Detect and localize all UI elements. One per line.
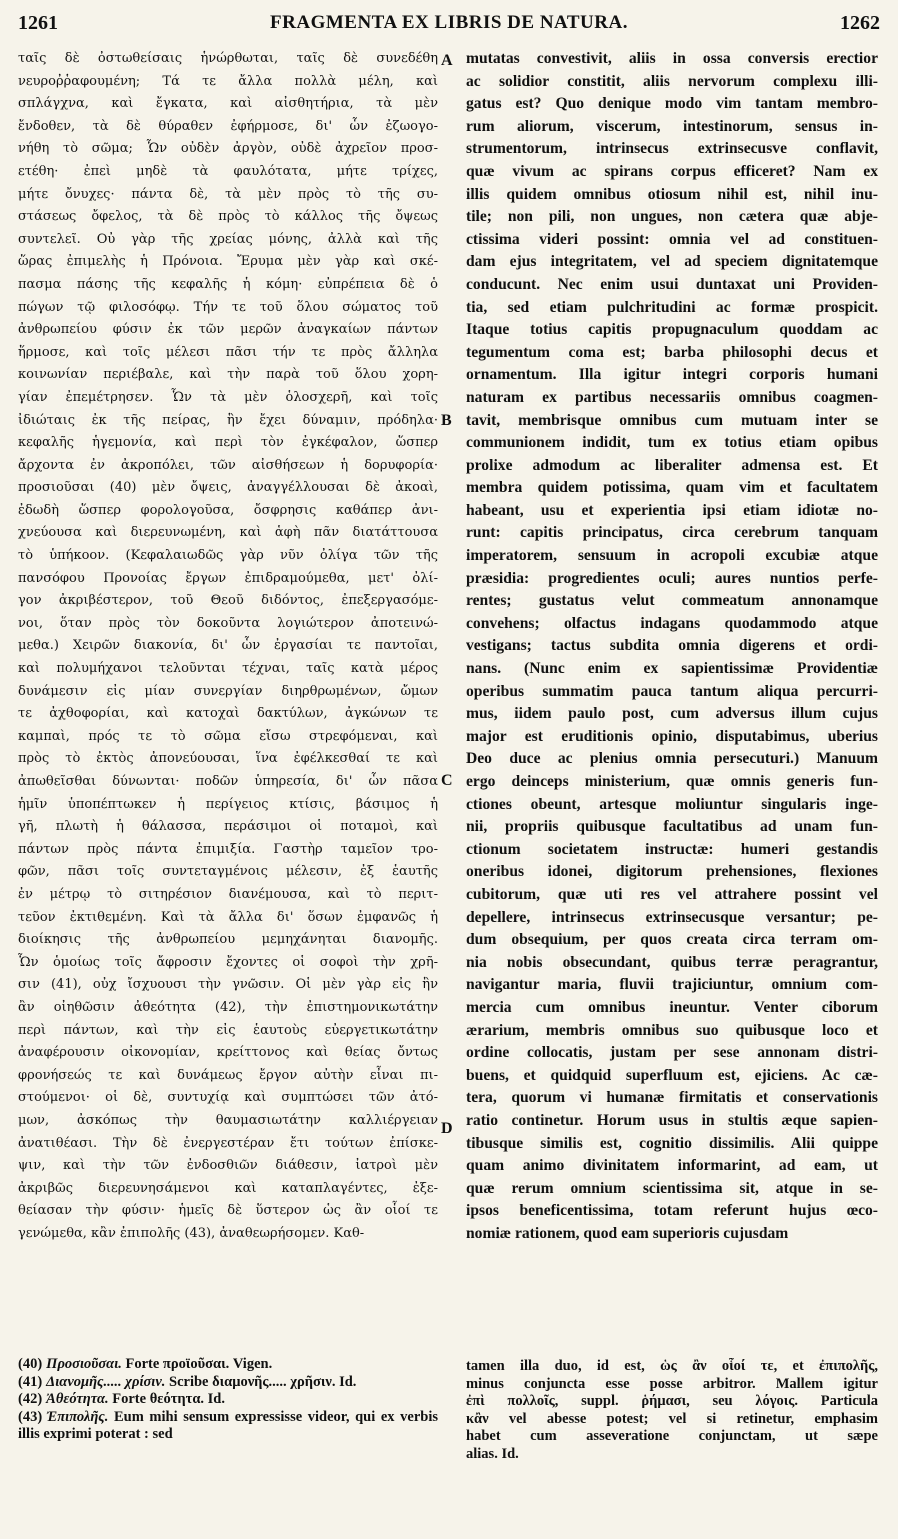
greek-text-line: θείασαν τὴν φύσιν· ἡμεῖς δὲ ὕστερον ὡς ἂν οἷοί τε: [18, 1203, 438, 1219]
footnote-number: (42): [18, 1391, 43, 1407]
footnote-lemma: Προσιοῦσαι.: [46, 1356, 122, 1372]
latin-text-line: tera, quorum vi humanæ firmitatis et conservationis: [466, 1089, 878, 1107]
greek-text-line: καμπαὶ, πρός τε τὸ σῶμα εἴσω στρεφόμεναι, καὶ: [18, 728, 438, 744]
footnote-continuation-line: tamen illa duo, id est, ὡς ἂν οἷοί τε, et ἐπιπολῆς,: [466, 1358, 878, 1374]
greek-text-line: μεθα.) Χειρῶν διακονία, δι' ὧν ἐργασίαι τε παντοῖαι,: [18, 638, 438, 654]
greek-text-line: τε ἀχθοφορίαι, καὶ κατοχαὶ δακτύλων, ἀγκώνων τε: [18, 706, 438, 722]
latin-text-line: naturam ex partibus necessariis omnibus coagmen-: [466, 388, 878, 406]
latin-text-line: buens, et quidquid superfluum est, ejiciens. Ac cæ-: [466, 1066, 878, 1084]
greek-text-line: γῆ, πλωτὴ ἡ θάλασσα, περάσιμοι οἱ ποταμοὶ, καὶ: [18, 819, 438, 835]
latin-text-line: rentes; gustatus velut commeatum annonamque: [466, 592, 878, 610]
greek-text-line: πώγων τῷ φιλοσόφῳ. Τήν τε τοῦ ὅλου σώματος τοῦ: [18, 299, 438, 315]
greek-text-line: ταῖς δὲ ὀστωθείσαις ἡνώρθωται, ταῖς δὲ συνεδέθη: [18, 51, 438, 66]
latin-text-line: tibusque similis est, cognitio dissimilis. Alii quippe: [466, 1134, 878, 1152]
latin-text-line: quæ rerum omnium scientissima sit, atque in se-: [466, 1179, 878, 1197]
latin-text-line: nii, propriis quibusque facultatibus ad unam fun-: [466, 818, 878, 836]
latin-text-line: ctissima videri possint: omnia vel ad constituen-: [466, 230, 878, 248]
greek-text-line: ψιν, καὶ τὴν τῶν ἐνδοσθιῶν διάθεσιν, ἰατροὶ μὲν: [18, 1158, 438, 1174]
margin-letter-a: A: [441, 52, 453, 69]
greek-text-line: ἰδιώταις ἐκ τῆς πείρας, ἣν ἔχει δύναμιν, πρόδηλα·: [18, 412, 438, 428]
latin-text-line: quæ vivum ac spirans corpus efficeret? Nam ex: [466, 162, 878, 180]
greek-text-line: φῶν, πᾶσι τοῖς συντεταγμένοις μέλεσιν, ἐξ ἑαυτῆς: [18, 864, 438, 880]
greek-text-line: ἐδωδὴ ὥσπερ φορολογοῦσα, ὄσφρησις καθάπερ ἀνι-: [18, 502, 438, 518]
latin-text-line: conducunt. Nec enim usui duntaxat uni Providen-: [466, 275, 878, 293]
latin-text-line: mercia cum omnibus ineuntur. Venter ciborum: [466, 998, 878, 1016]
greek-text-line: νευροῤῥαφουμένη; Τά τε ἄλλα πολλὰ μέλη, καὶ: [18, 73, 438, 89]
greek-text-line: περὶ πάντων, καὶ τὴν εἰς ἑαυτοὺς εὐεργετικωτάτην: [18, 1022, 438, 1038]
latin-text-line: runt: capitis principatus, circa cerebrum tanquam: [466, 524, 878, 542]
footnote: [18, 1356, 438, 1374]
greek-text-line: ἂν οἰηθῶσιν ἀθεότητα (42), τὴν ἐπιστημονικωτάτην: [18, 999, 438, 1015]
latin-text-line: navigantur maria, fluvii trajiciuntur, omnium com-: [466, 976, 878, 994]
greek-text-line: δυνάμεσιν εἰς μίαν συνεργίαν διηρθρωμένων, ὤμων: [18, 683, 438, 699]
latin-text-line: Deo duce ac plenius omnia persecuturi.) Manuum: [466, 750, 878, 768]
greek-text-line: μήτε ὄνυχες· πάντα δὲ, τὰ μὲν πρὸς τὸ τῆς συ-: [18, 186, 438, 202]
footnote-text: Scribe διαμονῆς..... χρῆσιν. Id.: [169, 1373, 357, 1390]
latin-text-line: Itaque totius capitis propugnaculum quoddam ac: [466, 321, 878, 339]
latin-text-line: tile; non pili, non ungues, non cætera quæ abje-: [466, 208, 878, 226]
greek-text-line: συντελεῖ. Οὐ γὰρ τῆς χρείας μόνης, ἀλλὰ καὶ τῆς: [18, 231, 438, 247]
latin-text-line: ctionum societatem instructæ: humeri gestandis: [466, 840, 878, 858]
left-page-number: 1261: [18, 12, 58, 34]
latin-text-line: ergo deinceps ministerium, quæ omnis generis fun-: [466, 773, 878, 790]
latin-text-line: oneribus idonei, digitorum prehensiones, flexiones: [466, 863, 878, 881]
footnotes: [18, 1356, 438, 1444]
latin-text-line: gatus est? Quo denique modo vim tantam membro-: [466, 95, 878, 113]
footnote-continuation-line: κἂν vel abesse potest; vel si retinetur, emphasim: [466, 1410, 878, 1427]
greek-text-line: στάσεως ὄφελος, τὰ δὲ πρὸς τὸ κάλλος τῆς ὄψεως: [18, 209, 438, 225]
margin-letter-b: B: [441, 412, 452, 429]
margin-letter-d: D: [441, 1120, 453, 1137]
greek-text-line: νοι, ὅταν πρὸς τὸν δοκοῦντα λογιώτερον ἀποτεινώ-: [18, 615, 438, 631]
greek-text-line: γίαν ἐπεμέτρησεν. Ὧν τὰ μὲν ὁλοσχερῆ, καὶ τοῖς: [18, 389, 438, 405]
greek-text-line: ἀνατιθέασι. Τὴν δὲ ἐνεργεστέραν ἔτι τούτων ἐπίσκε-: [18, 1135, 438, 1151]
latin-text-line: quam animo divinitatem informarint, ad eam, ut: [466, 1157, 878, 1175]
latin-text-line: mus, iidem paulo post, cum adversus illum cujus: [466, 705, 878, 723]
latin-text-line: habeant, usu et experientia ipsi etiam idiotæ no-: [466, 501, 878, 519]
greek-text-line: πασμα πάσης τῆς κεφαλῆς ἡ κόμη· εὐπρέπεια δὲ ὁ: [18, 276, 438, 292]
greek-text-column: [18, 48, 438, 1245]
footnote: [18, 1391, 438, 1409]
footnote-continuation-line: minus conjuncta esse posse arbitror. Mallem igitur: [466, 1375, 878, 1392]
latin-text-line: membra quidem potissima, quam vim et facultatem: [466, 479, 878, 497]
latin-text-line: convehens; olfactus indagans quodammodo atque: [466, 614, 878, 632]
greek-text-line: ἡμῖν ὑποπέπτωκεν ἡ περίγειος κτίσις, βάσιμος ἡ: [18, 796, 438, 812]
greek-text-line: ὥρας ἐπιμελὴς ἡ Πρόνοια. Ἔρυμα μὲν γὰρ καὶ σκέ-: [18, 254, 438, 270]
latin-text-line: nans. (Nunc enim ex sapientissimæ Providentiæ: [466, 660, 878, 678]
latin-text-line: depellere, intrinsecus extrinsecusque versantur; pe-: [466, 908, 878, 926]
latin-text-line: præsidia: progredientes oculi; aures nuntios perfe-: [466, 569, 878, 587]
greek-text-line: διοίκησις τῆς ἀνθρωπείου μεμηχάνηται διανομῆς.: [18, 932, 438, 948]
latin-text-line: ctiones obeunt, artesque moliuntur singularis inge-: [466, 795, 878, 813]
greek-text-line: στούμενοι· οἱ δὲ, συντυχίᾳ καὶ συμπτώσει τῶν ἀτό-: [18, 1090, 438, 1106]
greek-text-line: μων, ἀσκόπως τὴν θαυμασιωτάτην καλλιέργειαν: [18, 1112, 438, 1128]
footnote-lemma: Ἀθεότητα.: [46, 1391, 109, 1407]
footnote-continuation-line: ἐπὶ πολλοῖς, suppl. ῥήμασι, seu λόγοις. Particula: [466, 1393, 878, 1410]
greek-text-line: Ὧν ὁμοίως τοῖς ἄφροσιν ἔχοντες οἱ σοφοὶ τὴν χρῆ-: [18, 954, 438, 970]
greek-text-line: ἀκριβῶς διερευνησάμενοι καὶ καταπλαγέντες, ἐξε-: [18, 1180, 438, 1196]
greek-text-line: πρὸς τὸ ἐκτὸς ἀπονεύουσαι, ἵνα ἐφέλκεσθαί τε καὶ: [18, 751, 438, 767]
greek-text-line: κοινωνίαν περιέβαλε, καὶ τὴν παρὰ τοῦ ὅλου χορη-: [18, 367, 438, 383]
latin-text-line: dam ejus integritatem, vel ad speciem dignitatemque: [466, 253, 878, 271]
margin-letter-c: C: [441, 772, 453, 789]
footnote-number: (43): [18, 1408, 43, 1425]
footnote-continuation-line: alias. Id.: [466, 1445, 519, 1462]
footnote-number: (40): [18, 1356, 43, 1372]
greek-text-line: ἔνδοθεν, τὰ δὲ θύραθεν ἐφήρμοσε, δι' ὧν ἐζωογο-: [18, 118, 438, 134]
greek-text-line: κεφαλῆς ἡγεμονία, καὶ περὶ τὸν ἐγκέφαλον, ὥσπερ: [18, 435, 438, 451]
latin-text-line: imperatorem, sensuum in acropoli excubiæ atque: [466, 547, 878, 565]
footnote-text: Eum mihi sensum expressisse videor, qui ex verbis illis exprimi poterat : sed: [18, 1408, 439, 1442]
latin-text-line: nomiæ rationem, quod eam superioris cujusdam: [466, 1224, 789, 1242]
greek-text-line: ετέθη· ἐπεὶ μηδὲ τὰ φαυλότατα, μήτε τρίχες,: [18, 163, 438, 179]
latin-text-line: tegumentum coma est; barba philosophi decus et: [466, 343, 878, 361]
footnote-text: Forte θεότητα. Id.: [112, 1391, 225, 1407]
latin-text-line: ratio continetur. Horum usus in stultis æque sapien-: [466, 1111, 878, 1129]
latin-text-line: cubitorum, quæ uti res vel attrahere possint vel: [466, 885, 878, 903]
latin-text-line: vestigans; tactus subdita omnia digerens et ordi-: [466, 637, 878, 655]
latin-text-line: ipsos beneficentissima, totam referunt hujus œco-: [466, 1202, 878, 1220]
latin-text-line: prolixe admodum ac liberaliter admensa est. Et: [466, 456, 878, 474]
greek-text-line: φρονήσεώς τε καὶ δυνάμεως ἔργον αὐτὴν εἶναι πι-: [18, 1067, 438, 1083]
running-title: FRAGMENTA EX LIBRIS DE NATURA.: [270, 12, 628, 33]
footnote-continuation: [466, 1358, 878, 1464]
footnote: [18, 1374, 438, 1392]
greek-text-line: τὸ ὑπήκοον. (Κεφαλαιωδῶς γὰρ νῦν ὀλίγα τῶν τῆς: [18, 548, 438, 564]
latin-text-line: major est eruditionis opinio, disputabimus, uberius: [466, 727, 878, 745]
latin-text-line: tavit, membrisque omnibus cum mutuam inter se: [466, 411, 878, 429]
footnote-lemma: Ἐπιπολῆς.: [46, 1408, 109, 1425]
greek-text-line: πανσόφου Προνοίας ἔργων ἐπιδραμούμεθα, μετ' ὀλί-: [18, 570, 438, 586]
latin-text-line: ornamentum. Illa igitur integri corporis humani: [466, 366, 878, 384]
greek-text-line: ἐν μέτρῳ τὸ σιτηρέσιον διανέμουσα, καὶ τὸ περιτ-: [18, 886, 438, 902]
greek-text-line: ἄρχοντα ἐν ἀκροπόλει, τῶν αἰσθήσεων ἡ δορυφορία·: [18, 457, 438, 473]
latin-text-line: ordine collocatis, justam per sese annonam distri-: [466, 1044, 878, 1062]
greek-text-line: γενώμεθα, κἂν ἐπιπολῆς (43), ἀναθεωρήσομεν. Καθ-: [18, 1225, 365, 1241]
greek-text-line: καὶ πολυμήχανοι τελοῦνται τέχναι, ταῖς κατὰ μέρος: [18, 661, 438, 677]
greek-text-line: τεῦον ἐκτιθεμένη. Καὶ τὰ ἄλλα δι' ὅσων ἐμφανῶς ἡ: [18, 909, 438, 925]
footnote-lemma: Διανομῆς..... χρίσιν.: [46, 1373, 166, 1390]
page-header: [18, 12, 880, 42]
footnote-number: (41): [18, 1373, 43, 1390]
footnote: [18, 1409, 438, 1444]
latin-text-line: communionem indidit, tum ex totius etiam opibus: [466, 434, 878, 452]
latin-text-line: illis quidem omnibus otiosum nihil est, nihil inu-: [466, 185, 878, 203]
greek-text-line: ἀναφέρουσιν οἰκονομίαν, κρείττονος καὶ θείας ὄντως: [18, 1045, 438, 1061]
latin-text-line: mutatas convestivit, aliis in ossa conversis erectior: [466, 50, 878, 67]
footnote-continuation-line: habet cum asseveratione conjunctam, ut sæpe: [466, 1428, 878, 1445]
right-page-number: 1262: [840, 12, 880, 34]
greek-text-line: πάντων πρὸς πάντα ἐπιμιξία. Γαστὴρ ταμεῖον τρο-: [18, 841, 438, 857]
latin-text-line: dum obsequium, per quos creata circa terram om-: [466, 931, 878, 949]
greek-text-line: σιν (41), οὐχ ἴσχυουσι τὴν γνῶσιν. Οἱ μὲν γὰρ εἰς ἣν: [18, 977, 438, 993]
greek-text-line: νήθη τὸ σῶμα; Ὧν οὐδὲν ἀργὸν, οὐδὲ ἀχρεῖον προσ-: [18, 141, 438, 157]
greek-text-line: ἀνθρωπείου φύσιν ἐκ τῶν μερῶν ἀναγκαίων πάντων: [18, 322, 438, 338]
greek-text-line: προσιοῦσαι (40) μὲν ὄψεις, ἀναγγέλλουσαι δὲ ἀκοαὶ,: [18, 480, 438, 496]
footnote-text: Forte προϊοῦσαι. Vigen.: [125, 1356, 273, 1372]
latin-text-line: tia, sed etiam pulchritudini ac formæ prospicit.: [466, 298, 878, 316]
latin-text-column: [466, 48, 878, 1245]
greek-text-line: ἥρμοσε, καὶ τοῖς μέλεσι πᾶσι τήν τε πρὸς ἄλληλα: [18, 344, 438, 360]
latin-text-line: operibus summatim pauca tantum aliqua percurri-: [466, 682, 878, 700]
latin-text-line: strumentorum, intrinsecus extrinsecusve conflavit,: [466, 140, 878, 158]
greek-text-line: ἀπωθεῖσθαι δύνωνται· ποδῶν ὑπηρεσία, δι' ὧν πᾶσα: [18, 774, 438, 789]
latin-text-line: rum aliorum, viscerum, intestinorum, sensus in-: [466, 117, 878, 135]
latin-text-line: ac solidior constitit, aliis nervorum complexu illi-: [466, 72, 878, 90]
latin-text-line: ærarium, membris omnibus suo quibusque loco et: [466, 1021, 878, 1039]
greek-text-line: χνεύουσα καὶ διερευνωμένη, καὶ ἁφὴ πᾶν διατάττουσα: [18, 525, 438, 541]
greek-text-line: σπλάγχνα, καὶ ἔγκατα, καὶ αἰσθητήρια, τὰ μὲν: [18, 96, 438, 112]
latin-text-line: nia nobis obsecundant, quibus terræ peragrantur,: [466, 953, 878, 971]
greek-text-line: γον ἀκριβέστερον, τοῦ Θεοῦ διδόντος, ἐπεξεργασόμε-: [18, 593, 438, 609]
